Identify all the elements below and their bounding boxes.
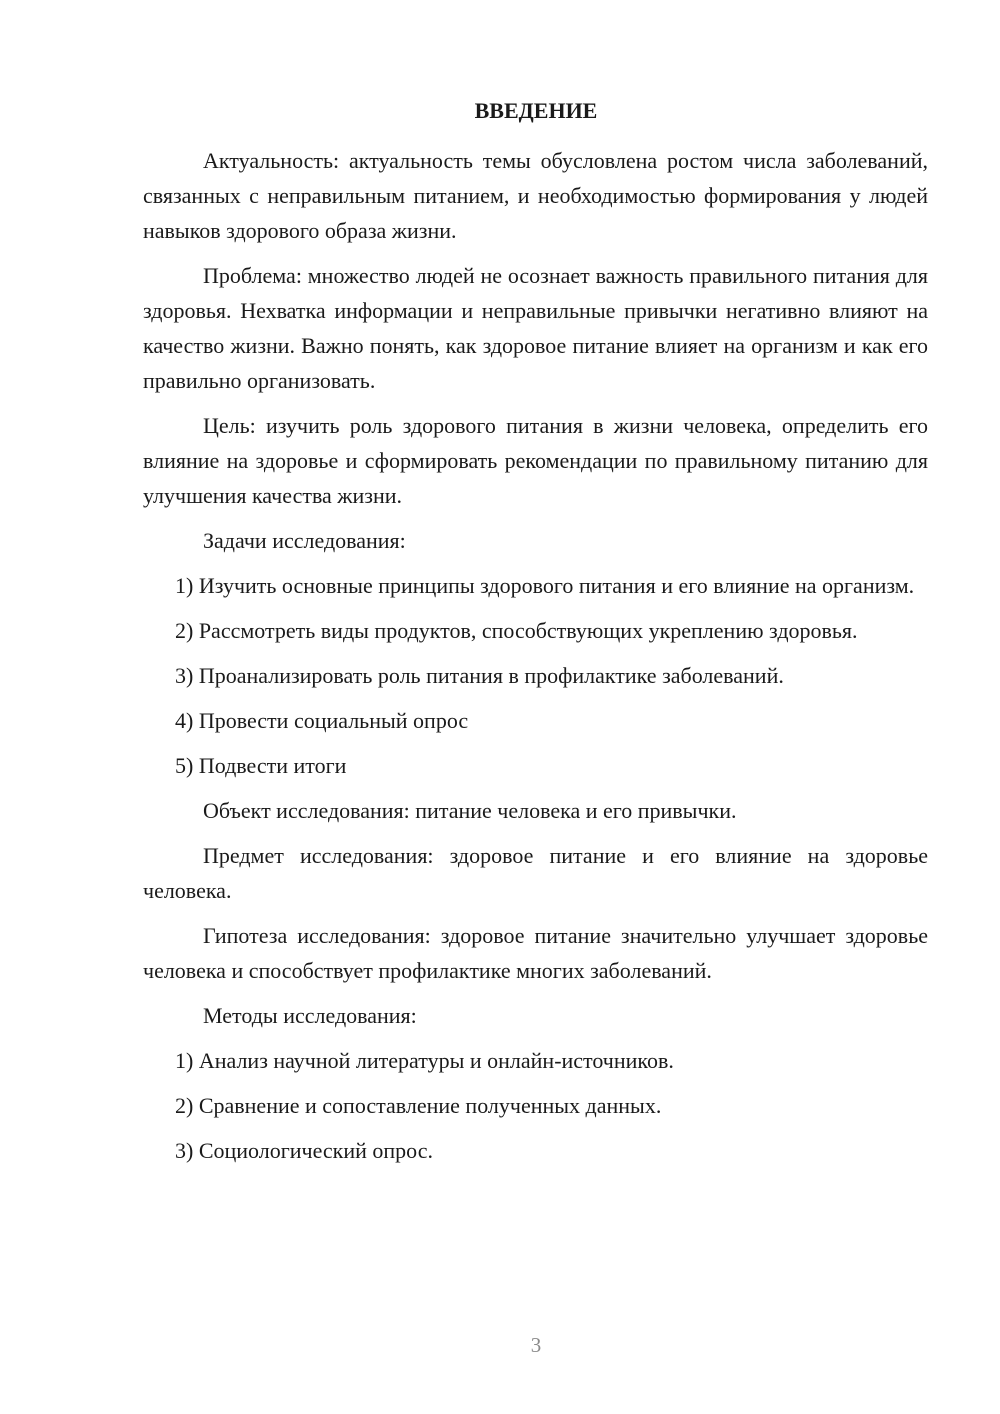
- paragraph-goal: Цель: изучить роль здорового питания в жизни человека, определить его влияние на здоровье и сформировать рекомендации по правильному питанию для улучшения качества жизни.: [143, 413, 928, 508]
- task-item-4: 4) Провести социальный опрос: [175, 708, 469, 733]
- method-item-1: 1) Анализ научной литературы и онлайн-источников.: [175, 1048, 674, 1073]
- task-item-2: 2) Рассмотреть виды продуктов, способствующих укреплению здоровья.: [175, 618, 858, 643]
- method-item-3: 3) Социологический опрос.: [175, 1138, 433, 1163]
- paragraph-tasks-heading: Задачи исследования:: [203, 528, 406, 553]
- body-text: [143, 143, 928, 1178]
- page-number: 3: [530, 1333, 542, 1357]
- page-title: ВВЕДЕНИЕ: [474, 98, 598, 123]
- method-item-2: 2) Сравнение и сопоставление полученных данных.: [175, 1093, 662, 1118]
- task-item-1: 1) Изучить основные принципы здорового питания и его влияние на организм.: [175, 573, 915, 598]
- paragraph-hypothesis: Гипотеза исследования: здоровое питание значительно улучшает здоровье человека и способствует профилактике многих заболеваний.: [143, 923, 928, 983]
- task-item-5: 5) Подвести итоги: [175, 753, 347, 778]
- paragraph-methods-heading: Методы исследования:: [203, 1003, 417, 1028]
- paragraph-object: Объект исследования: питание человека и его привычки.: [203, 798, 737, 823]
- paragraph-subject: Предмет исследования: здоровое питание и его влияние на здоровье человека.: [143, 843, 928, 903]
- paragraph-relevance: Актуальность: актуальность темы обусловлена ростом числа заболеваний, связанных с неправильным питанием, и необходимостью формирования у людей навыков здорового образа жизни.: [143, 148, 928, 243]
- task-item-3: 3) Проанализировать роль питания в профилактике заболеваний.: [175, 663, 784, 688]
- paragraph-problem: Проблема: множество людей не осознает важность правильного питания для здоровья. Нехватка информации и неправильные привычки негативно влияют на качество жизни. Важно понять, как здоровое питание влияет на организм и как его правильно организовать.: [143, 263, 928, 393]
